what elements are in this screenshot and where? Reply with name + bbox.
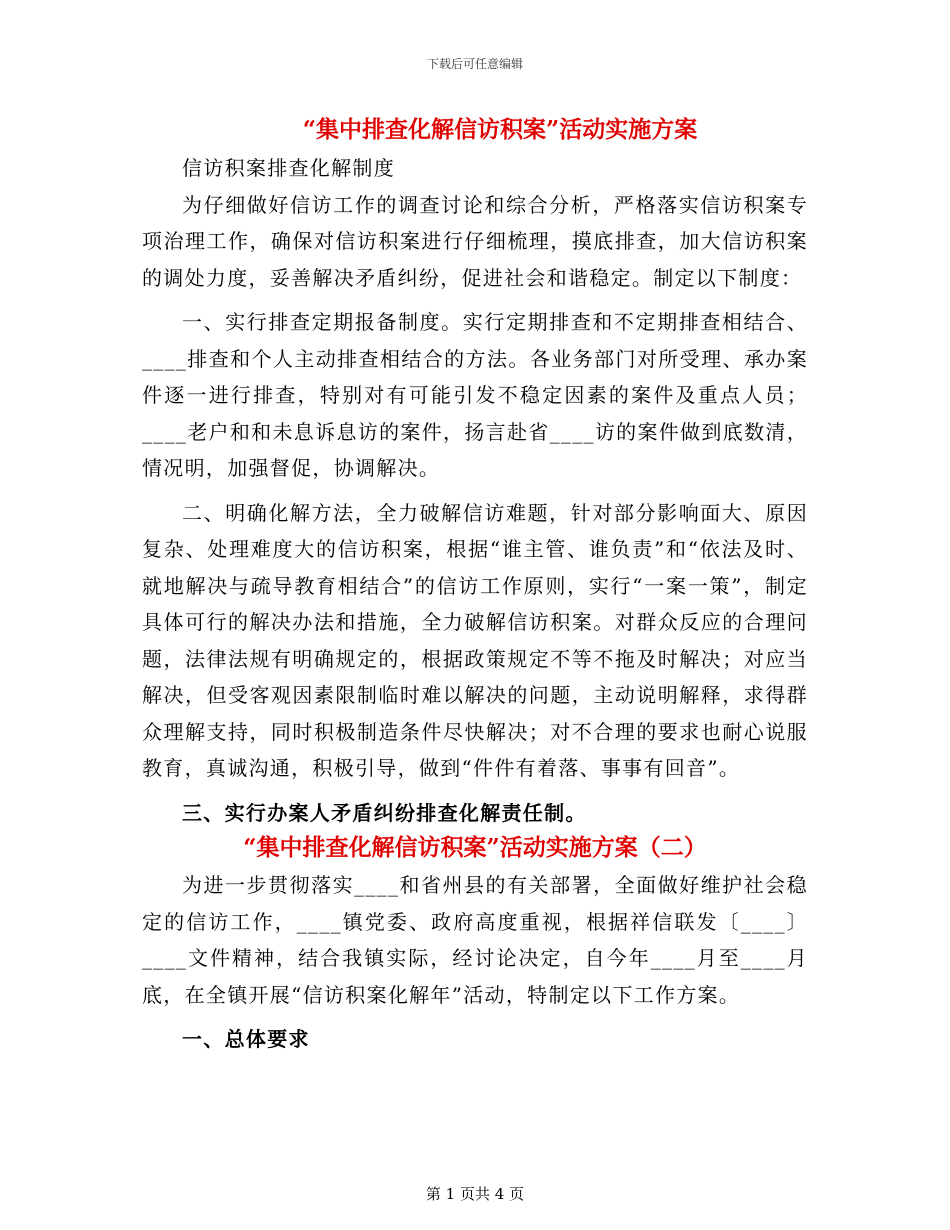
paragraph-plan-intro: 为进一步贯彻落实____和省州县的有关部署，全面做好维护社会稳定的信访工作，____镇党委、政府高度重视，根据祥信联发〔____〕____文件精神，结合我镇实际，经讨论决定，自今年____月至____月底，在全镇开展“信访积案化解年”活动，特制定以下工作方案。: [142, 873, 808, 1007]
document-title: “集中排查化解信访积案”活动实施方案: [302, 116, 698, 143]
document-body: [142, 110, 808, 1058]
page-footer: 第 1 页共 4 页: [425, 1185, 525, 1203]
section-subtitle: 信访积案排查化解制度: [182, 156, 395, 180]
page-header: 下载后可任意编辑: [426, 57, 523, 71]
paragraph-intro: 为仔细做好信访工作的调查讨论和综合分析，严格落实信访积案专项治理工作，确保对信访积案进行仔细梳理，摸底排查，加大信访积案的调处力度，妥善解决矛盾纠纷，促进社会和谐稳定。制定以下制度：: [142, 192, 808, 290]
paragraph-item-1: 一、实行排查定期报备制度。实行定期排查和不定期排查相结合、____排查和个人主动排查相结合的方法。各业务部门对所受理、承办案件逐一进行排查，特别对有可能引发不稳定因素的案件及重点人员；____老户和和未息诉息访的案件，扬言赴省____访的案件做到底数清，情况明，加强督促，协调解决。: [142, 310, 808, 480]
document-title-2: “集中排查化解信访积案”活动实施方案（二）: [243, 834, 707, 861]
paragraph-item-3: 三、实行办案人矛盾纠纷排查化解责任制。: [182, 800, 587, 825]
section-heading-general: 一、总体要求: [182, 1027, 310, 1051]
paragraph-item-2: 二、明确化解方法，全力破解信访难题，针对部分影响面大、原因复杂、处理难度大的信访积案，根据“谁主管、谁负责”和“依法及时、就地解决与疏导教育相结合”的信访工作原则，实行“一案一策”，制定具体可行的解决办法和措施，全力破解信访积案。对群众反应的合理问题，法律法规有明确规定的，根据政策规定不等不拖及时解决；对应当解决，但受客观因素限制临时难以解决的问题，主动说明解释，求得群众理解支持，同时积极制造条件尽快解决；对不合理的要求也耐心说服教育，真诚沟通，积极引导，做到“件件有着落、事事有回音”。: [142, 500, 808, 780]
